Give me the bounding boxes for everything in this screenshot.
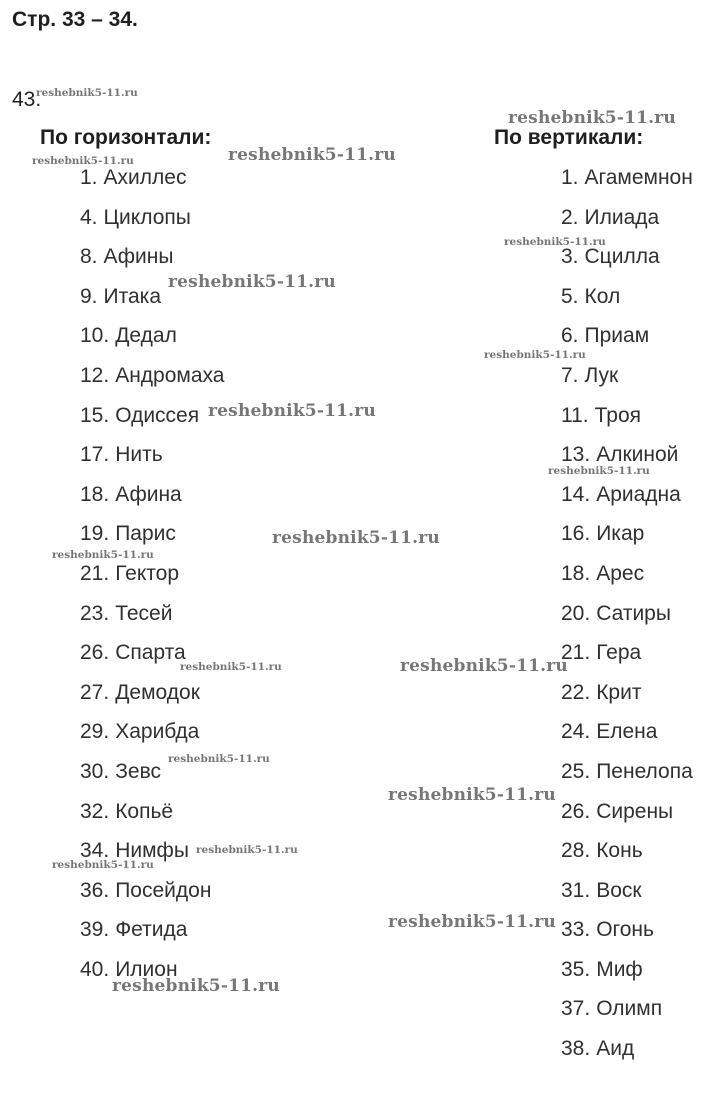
item-number: 28. [561,839,591,863]
watermark: reshebnik5-11.ru [208,401,376,421]
list-item [80,798,224,838]
watermark: reshebnik5-11.ru [180,661,282,673]
item-word: Итака [103,284,161,308]
item-number: 18. [561,561,591,585]
item-word: Крит [596,680,642,704]
list-item [561,877,693,917]
list-item [561,362,693,402]
item-word: Лук [584,363,619,387]
item-number: 29. [80,720,110,744]
item-number: 15. [80,403,110,427]
item-word: Троя [594,403,642,427]
watermark: reshebnik5-11.ru [548,465,650,477]
list-item [561,322,693,362]
item-word: Зевс [115,759,161,783]
item-word: Сатиры [596,601,671,625]
list-item [561,164,693,204]
item-word: Афины [103,245,174,269]
item-number: 39. [80,918,110,942]
list-item [561,956,693,996]
item-word: Демодок [115,680,200,704]
watermark: reshebnik5-11.ru [32,155,134,167]
list-item [80,204,224,244]
item-word: Конь [596,839,643,863]
item-word: Копьё [115,799,174,823]
list-item [561,718,693,758]
list-item [80,837,224,877]
list-item [80,322,224,362]
item-word: Приам [584,324,650,348]
item-word: Илиада [584,205,660,229]
item-word: Олимп [596,997,663,1021]
item-word: Спарта [115,641,186,665]
list-item [80,916,224,956]
item-number: 7. [561,363,579,387]
watermark: reshebnik5-11.ru [272,528,440,548]
watermark: reshebnik5-11.ru [388,785,556,805]
item-number: 12. [80,363,110,387]
item-number: 21. [80,561,110,585]
item-number: 4. [80,205,98,229]
item-number: 1. [80,166,98,189]
list-item [80,164,224,204]
item-number: 10. [80,324,110,348]
list-item [80,520,224,560]
list-item [561,441,693,481]
item-number: 13. [561,443,591,467]
item-number: 5. [561,284,579,308]
page-title: Стр. 33 – 34. [12,8,138,31]
watermark: reshebnik5-11.ru [168,272,336,292]
list-item [561,639,693,679]
watermark: reshebnik5-11.ru [112,976,280,996]
item-word: Парис [115,522,176,546]
horizontal-answers-list [80,164,224,995]
list-item [561,1035,693,1075]
item-number: 18. [80,482,110,506]
item-number: 23. [80,601,110,625]
item-number: 9. [80,284,98,308]
item-word: Огонь [596,918,654,942]
item-number: 17. [80,443,110,467]
item-word: Харибда [115,720,200,744]
item-number: 34. [80,839,110,863]
item-word: Нить [115,443,163,467]
item-word: Миф [596,957,643,981]
list-item [561,560,693,600]
item-word: Тесей [115,601,173,625]
list-item [561,520,693,560]
item-number: 27. [80,680,110,704]
watermark: reshebnik5-11.ru [196,844,298,856]
list-item [561,481,693,521]
list-item [80,243,224,283]
list-item [80,758,224,798]
item-word: Гектор [115,561,180,585]
item-number: 26. [80,641,110,665]
item-number: 26. [561,799,591,823]
item-word: Икар [596,522,645,546]
item-word: Воск [596,878,642,902]
item-number: 31. [561,878,591,902]
item-number: 40. [80,957,110,981]
item-word: Посейдон [115,878,212,902]
horizontal-heading: По горизонтали: [40,126,212,149]
list-item [561,916,693,956]
item-number: 30. [80,759,110,783]
list-item [80,679,224,719]
list-item [561,600,693,640]
list-item [561,758,693,798]
item-number: 36. [80,878,110,902]
list-item [561,798,693,838]
item-number: 32. [80,799,110,823]
list-item [80,877,224,917]
list-item [80,560,224,600]
item-number: 8. [80,245,98,269]
item-number: 21. [561,641,591,665]
list-item [80,402,224,442]
list-item [561,204,693,244]
vertical-answers-list [561,164,693,1075]
item-number: 6. [561,324,579,348]
item-word: Нимфы [115,839,189,863]
watermark: reshebnik5-11.ru [36,87,138,99]
item-word: Ахиллес [103,166,187,189]
item-word: Алкиной [596,443,679,467]
watermark: reshebnik5-11.ru [400,656,568,676]
watermark: reshebnik5-11.ru [504,236,606,248]
item-word: Андромаха [115,363,225,387]
watermark: reshebnik5-11.ru [168,753,270,765]
list-item [561,402,693,442]
item-number: 20. [561,601,591,625]
item-word: Ариадна [596,482,681,506]
item-word: Афина [115,482,182,506]
item-number: 16. [561,522,591,546]
item-word: Сцилла [584,245,660,269]
item-word: Илион [115,957,178,981]
item-word: Одиссея [115,403,200,427]
item-word: Сирены [596,799,674,823]
item-word: Гера [596,641,642,665]
task-number: 43. [12,88,42,111]
item-number: 22. [561,680,591,704]
item-word: Елена [596,720,658,744]
list-item [80,283,224,323]
list-item [80,362,224,402]
item-word: Кол [584,284,621,308]
watermark: reshebnik5-11.ru [228,145,396,165]
watermark: reshebnik5-11.ru [388,912,556,932]
item-word: Арес [596,561,645,585]
item-number: 25. [561,759,591,783]
watermark: reshebnik5-11.ru [508,108,676,128]
item-number: 2. [561,205,579,229]
item-word: Циклопы [103,205,191,229]
item-number: 24. [561,720,591,744]
list-item [80,441,224,481]
item-number: 11. [561,403,589,427]
watermark: reshebnik5-11.ru [52,549,154,561]
list-item [80,718,224,758]
list-item [80,639,224,679]
item-word: Фетида [115,918,188,942]
watermark: reshebnik5-11.ru [52,859,154,871]
item-number: 37. [561,997,591,1021]
list-item [80,600,224,640]
list-item [561,995,693,1035]
item-word: Аид [596,1037,635,1061]
item-word: Дедал [115,324,177,348]
vertical-heading: По вертикали: [494,126,644,149]
list-item [561,243,693,283]
item-word: Агамемнон [584,166,693,189]
item-number: 38. [561,1037,591,1061]
item-number: 14. [561,482,591,506]
item-number: 35. [561,957,591,981]
list-item [80,956,224,996]
item-number: 33. [561,918,591,942]
item-number: 1. [561,166,579,189]
list-item [561,283,693,323]
item-word: Пенелопа [596,759,693,783]
watermark: reshebnik5-11.ru [484,349,586,361]
item-number: 19. [80,522,110,546]
list-item [80,481,224,521]
item-number: 3. [561,245,579,269]
list-item [561,679,693,719]
list-item [561,837,693,877]
